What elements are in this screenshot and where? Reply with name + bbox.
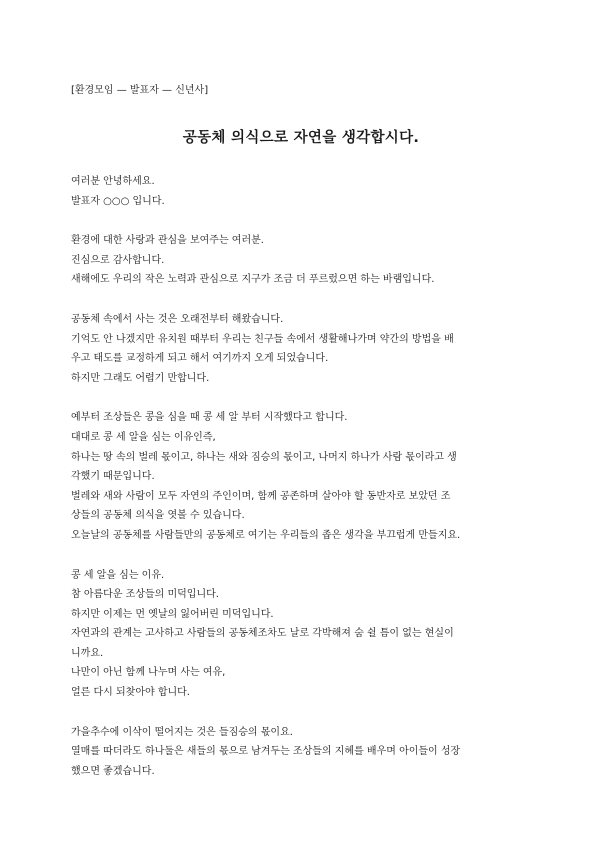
paragraph-line: 얼른 다시 되찾아야 합니다. <box>71 687 190 699</box>
document-page <box>71 84 531 801</box>
document-title: 공동체 의식으로 자연을 생각합시다. <box>182 130 420 146</box>
paragraph-line: 하나는 땅 속의 벌레 몫이고, 하나는 새와 짐승의 몫이고, 나머지 하나가 사람 몫이라고 생 <box>71 451 457 463</box>
paragraph-line: 니까요. <box>71 647 104 659</box>
paragraph-line: 환경에 대한 사랑과 관심을 보여주는 여러분. <box>71 235 264 247</box>
paragraph-line: 벌레와 새와 사람이 모두 자연의 주인이며, 함께 공존하며 살아야 할 동반자로 보았던 조 <box>71 490 451 502</box>
paragraph-line: 열매를 따더라도 하나둘은 새들의 몫으로 남겨두는 조상들의 지혜를 배우며 아이들이 성장 <box>71 746 461 758</box>
paragraph-line: 예부터 조상들은 콩을 심을 때 콩 세 알 부터 시작했다고 합니다. <box>71 412 348 424</box>
paragraph-line: 오늘날의 공동체를 사람들만의 공동체로 여기는 우리들의 좁은 생각을 부끄럽게 만들지요. <box>71 529 461 541</box>
paragraph <box>71 231 531 290</box>
paragraph-line: 각했기 때문입니다. <box>71 471 155 483</box>
paragraph-line: 참 아름다운 조상들의 미덕입니다. <box>71 589 219 601</box>
paragraph-line: 진심으로 감사합니다. <box>71 254 165 266</box>
paragraph-line: 가을추수에 이삭이 떨어지는 것은 들짐승의 몫이요. <box>71 726 293 738</box>
paragraph-line: 공동체 속에서 사는 것은 오래전부터 해왔습니다. <box>71 313 284 325</box>
paragraph-line: 했으면 좋겠습니다. <box>71 765 155 777</box>
paragraph-line: 콩 세 알을 심는 이유. <box>71 569 165 581</box>
paragraph-line: 새해에도 우리의 작은 노력과 관심으로 지구가 조금 더 푸르렀으면 하는 바램입니다. <box>71 274 435 286</box>
paragraph <box>71 723 531 782</box>
paragraph-line: 우고 태도를 교정하게 되고 해서 여기까지 오게 되었습니다. <box>71 353 329 365</box>
paragraph-line: 상들의 공동체 의식을 엿볼 수 있습니다. <box>71 510 245 522</box>
paragraph-line: 하지만 그래도 어렵기 만합니다. <box>71 372 210 384</box>
paragraph-line: 발표자 ○○○ 입니다. <box>71 195 165 207</box>
paragraph <box>71 310 531 388</box>
paragraph-line: 나만이 아닌 함께 나누며 사는 여유, <box>71 667 226 679</box>
paragraph <box>71 566 531 703</box>
paragraph-line: 기억도 안 나겠지만 유치원 때부터 우리는 친구들 속에서 생활해나가며 약간의 방법을 배 <box>71 333 454 345</box>
paragraph <box>71 172 531 211</box>
paragraph-line: 하지만 이제는 먼 옛날의 잃어버린 미덕입니다. <box>71 608 274 620</box>
document-category-tag: [환경모임 — 발표자 — 신년사] <box>71 85 209 96</box>
paragraph-line: 대대로 콩 세 알을 심는 이유인즉, <box>71 431 216 443</box>
paragraph <box>71 408 531 545</box>
paragraph-line: 자연과의 관계는 고사하고 사람들의 공동체조차도 날로 각박해져 숨 쉴 틈이 없는 현실이 <box>71 628 454 640</box>
paragraph-line: 여러분 안녕하세요. <box>71 176 155 187</box>
